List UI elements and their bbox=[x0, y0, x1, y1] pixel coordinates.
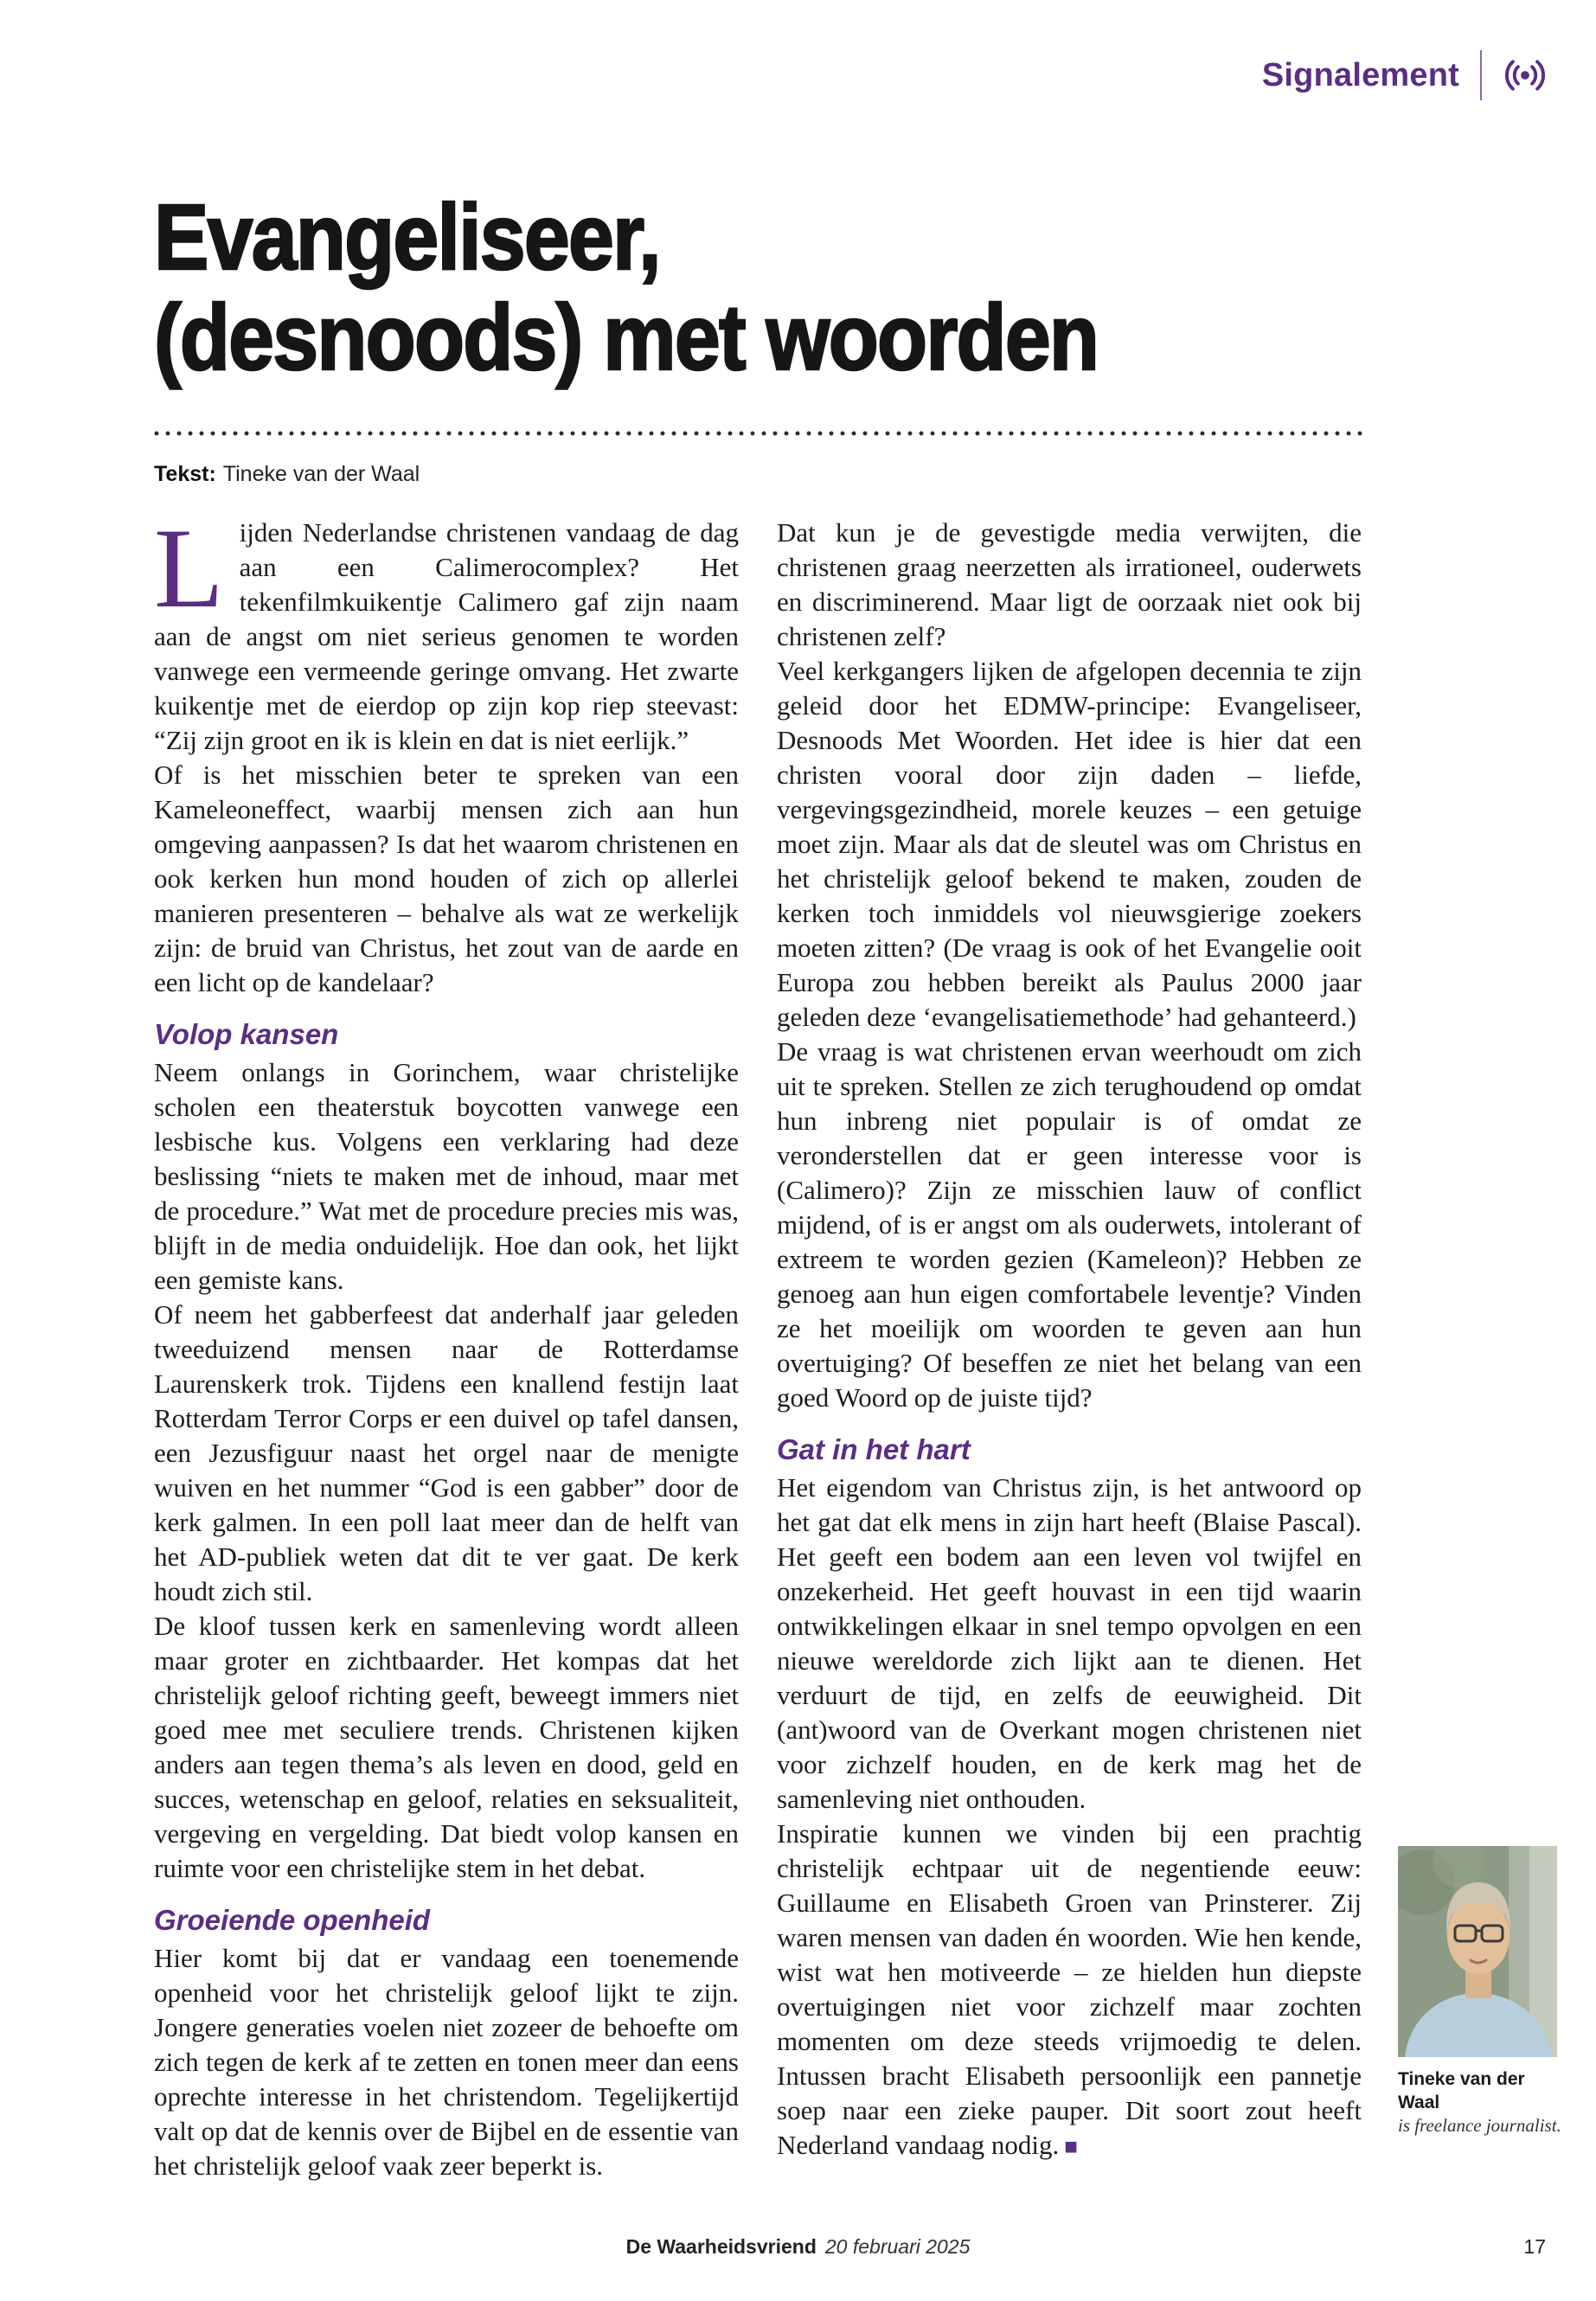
paragraph: De kloof tussen kerk en samenleving wordt alleen maar groter en zichtbaarder. Het kompas dat het christelijk geloof richting geeft, beweegt immers niet goed mee met seculiere trends. Christenen kijken anders aan tegen thema’s als leven en dood, geld en succes, wetenschap en geloof, relaties en seksualiteit, vergeving en vergelding. Dat biedt volop kansen en ruimte voor een christelijke stem in het debat. bbox=[154, 1611, 739, 1883]
dotted-divider bbox=[154, 431, 1363, 436]
paragraph: Veel kerkgangers lijken de afgelopen decennia te zijn geleid door het EDMW-principe: Evangeliseer, Desnoods Met Woorden. Het idee is hier dat een christen vooral door zijn daden – liefde, vergevingsgezindheid, morele keuzes – een getuige moet zijn. Maar als dat de sleutel was om Christus en het christelijk geloof bekend te maken, zouden de kerken toch inmiddels vol nieuwsgierige zoekers moeten zitten? (De vraag is ook of het Evangelie ooit Europa zou hebben bereikt als Paulus 2000 jaar geleden deze ‘evangelisatiemethode’ had gehanteerd.) bbox=[777, 656, 1362, 1032]
footer-date: 20 februari 2025 bbox=[824, 2235, 971, 2258]
author-caption bbox=[1398, 2067, 1567, 2138]
paragraph: Of neem het gabberfeest dat anderhalf jaar geleden tweeduizend mensen naar de Rotterdamse Laurenskerk trok. Tijdens een knallend festijn laat Rotterdam Terror Corps er een duivel op tafel dansen, een Jezusfiguur naast het orgel naar de menigte wuiven en het nummer “God is een gabber” door de kerk galmen. In een poll laat meer dan de helft van het AD-publiek weten dat dit te ver gaat. De kerk houdt zich stil. bbox=[154, 1299, 739, 1606]
paragraph: Het eigendom van Christus zijn, is het antwoord op het gat dat elk mens in zijn hart heeft (Blaise Pascal). Het geeft een bodem aan een leven vol twijfel en onzekerheid. Het geeft houvast in een tijd waarin ontwikkelingen elkaar in snel tempo opvolgen en een nieuwe wereldorde zich lijkt aan te dienen. Het verduurt de tijd, en zelfs de eeuwigheid. Dit (ant)woord van de Overkant mogen christenen niet voor zichzelf houden, en de kerk mag het de samenleving niet onthouden. bbox=[777, 1472, 1362, 1814]
subheading-groeiende-openheid: Groeiende openheid bbox=[154, 1904, 431, 1936]
page-header bbox=[1262, 48, 1548, 102]
author-caption-name: Tineke van der Waal bbox=[1398, 2069, 1525, 2112]
page-footer bbox=[0, 2235, 1596, 2259]
article-title bbox=[154, 184, 1099, 389]
paragraph-text: ijden Nederlandse christenen vandaag de dag aan een Calimerocomplex? Het tekenfilmkuikentje Calimero gaf zijn naam aan de angst om niet serieus genomen te worden vanwege een vermeende geringe omvang. Het zwarte kuikentje met de eierdop op zijn kop riep steevast: “Zij zijn groot en ik is klein en dat is niet eerlijk.” bbox=[154, 517, 739, 755]
author-figure bbox=[1398, 1846, 1567, 2138]
paragraph: Of is het misschien beter te spreken van een Kameleoneffect, waarbij mensen zich aan hun omgeving aanpassen? Is dat het waarom christenen en ook kerken hun mond houden of zich op allerlei manieren presenteren – behalve als wat ze werkelijk zijn: de bruid van Christus, het zout van de aarde en een licht op de kandelaar? bbox=[154, 760, 739, 997]
column-right bbox=[777, 516, 1362, 2164]
paragraph: Dat kun je de gevestigde media verwijten, die christenen graag neerzetten als irrationeel, ouderwets en discriminerend. Maar ligt de oorzaak niet ook bij christenen zelf? bbox=[777, 517, 1362, 651]
paragraph: Hier komt bij dat er vandaag een toenemende openheid voor het christelijk geloof lijkt te zijn. Jongere generaties voelen niet zozeer de behoefte om zich tegen de kerk af te zetten en tonen meer dan eens oprechte interesse in het christendom. Tegelijkertijd valt op dat de kennis over de Bijbel en de essentie van het christelijk geloof vaak zeer beperkt is. bbox=[154, 1943, 739, 2181]
drop-cap: L bbox=[154, 504, 224, 631]
subheading-gat-in-het-hart: Gat in het hart bbox=[777, 1433, 971, 1465]
paragraph: Neem onlangs in Gorinchem, waar christelijke scholen een theaterstuk boycotten vanwege een lesbische kus. Volgens een verklaring had deze beslissing “niets te maken met de inhoud, maar met de procedure.” Wat met de procedure precies mis was, blijft in de media onduidelijk. Hoe dan ook, het lijkt een gemiste kans. bbox=[154, 1057, 739, 1295]
lead-paragraph bbox=[154, 504, 739, 758]
header-divider bbox=[1480, 50, 1482, 100]
title-line-2: (desnoods) met woorden bbox=[154, 285, 1099, 389]
article-end-mark: ■ bbox=[1064, 2134, 1078, 2159]
byline bbox=[154, 462, 420, 487]
subheading-volop-kansen: Volop kansen bbox=[154, 1018, 339, 1050]
broadcast-icon bbox=[1503, 53, 1548, 98]
author-photo bbox=[1398, 1846, 1567, 2057]
byline-name: Tineke van der Waal bbox=[222, 462, 420, 486]
paragraph: De vraag is wat christenen ervan weerhoudt om zich uit te spreken. Stellen ze zich terughoudend op omdat hun inbreng niet populair is of omdat ze veronderstellen dat er geen interesse voor is (Calimero)? Zijn ze misschien lauw of conflict mijdend, of is er angst om als ouderwets, intolerant of extreem te worden gezien (Kameleon)? Hebben ze genoeg aan hun eigen comfortabele leventje? Vinden ze het moeilijk om woorden te geven aan hun overtuiging? Of beseffen ze niet het belang van een goed Woord op de juiste tijd? bbox=[777, 1036, 1362, 1413]
footer-magazine-name: De Waarheidsvriend bbox=[625, 2235, 817, 2258]
section-label: Signalement bbox=[1261, 56, 1459, 93]
page-number: 17 bbox=[1523, 2235, 1546, 2258]
title-line-1: Evangeliseer, bbox=[154, 184, 660, 289]
author-caption-role: is freelance journalist. bbox=[1398, 2115, 1561, 2136]
paragraph-text: Inspiratie kunnen we vinden bij een prachtig christelijk echtpaar uit de negentiende eeuw: Guillaume en Elisabeth Groen van Prinsterer. Zij waren mensen van daden én woorden. Wie hen kende, wist wat hen motiveerde – ze hielden hun diepste overtuigingen niet voor zichzelf maar zochten momenten om deze steeds vrijmoedig te delen. Intussen bracht Elisabeth persoonlijk een pannetje soep naar een zieke pauper. Dit soort zout heeft Nederland vandaag nodig. bbox=[777, 1818, 1362, 2160]
byline-label: Tekst: bbox=[154, 462, 216, 486]
column-left bbox=[154, 504, 739, 2183]
closing-paragraph bbox=[777, 1817, 1362, 2164]
